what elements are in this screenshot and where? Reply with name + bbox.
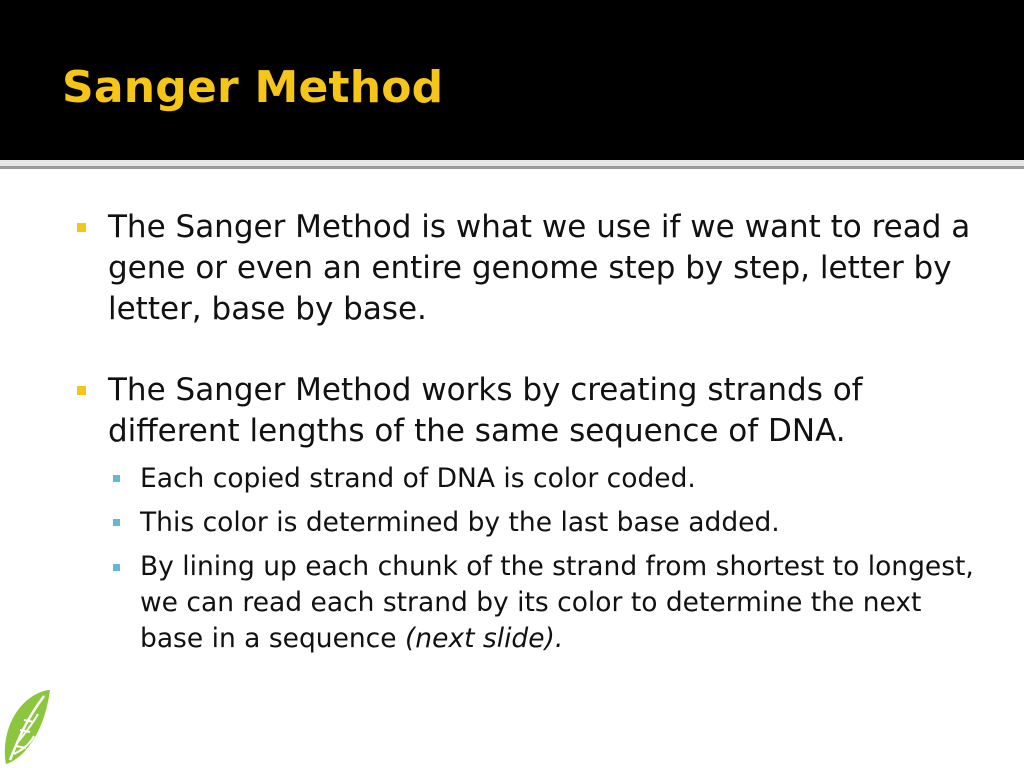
sub-bullet-text: This color is determined by the last base added. [140, 507, 780, 538]
bullet-square-icon [77, 386, 86, 395]
sub-bullet-item [140, 505, 980, 541]
bullet-text: The Sanger Method works by creating strands of different lengths of the same sequence of DNA. [108, 372, 863, 449]
sub-bullet-square-icon [113, 519, 120, 526]
sub-bullet-item [140, 549, 980, 657]
bullet-square-icon [77, 223, 86, 232]
bullet-item [108, 370, 978, 452]
slide-title: Sanger Method [62, 62, 444, 113]
bullet-item [108, 207, 978, 330]
sub-bullet-item [140, 461, 980, 497]
leaf-dna-logo-icon [0, 684, 52, 768]
sub-bullet-square-icon [113, 564, 120, 571]
sub-bullet-text: By lining up each chunk of the strand from shortest to longest, we can read each strand by its color to determine the next base in a sequence [140, 551, 974, 654]
sub-bullet-square-icon [113, 475, 120, 482]
bullet-text: The Sanger Method is what we use if we want to read a gene or even an entire genome step by step, letter by letter, base by base. [108, 209, 971, 327]
sub-bullet-italic-note: (next slide). [404, 623, 564, 654]
sub-bullet-text: Each copied strand of DNA is color coded. [140, 463, 696, 494]
